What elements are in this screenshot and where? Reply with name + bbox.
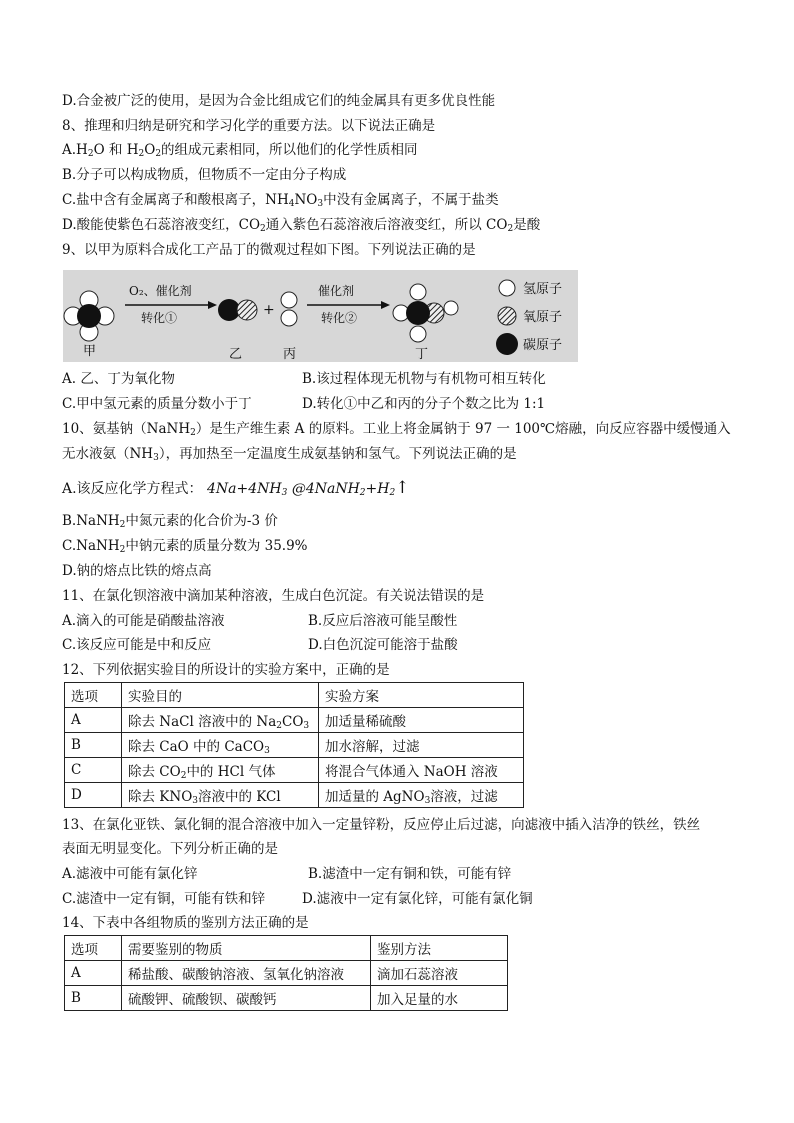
legend-carbon: 碳原子 bbox=[523, 338, 563, 353]
q10-option-a: A.该反应化学方程式： $4Na+4NH_3$ $@4NaNH_2+H_2↑$ bbox=[62, 478, 410, 498]
molecule-ding bbox=[393, 284, 458, 342]
label-yi: 乙 bbox=[229, 347, 243, 362]
step2-label: 转化② bbox=[321, 311, 358, 325]
reaction-diagram bbox=[63, 270, 578, 362]
q13-option-a: A.滤液中可能有氯化锌 bbox=[62, 866, 198, 882]
q10-stem-2: 无水液氨$(NH_3)$，再加热至一定温度生成氨基钠和氢气。下列说法正确的是 bbox=[62, 446, 517, 463]
q8-option-c: C.盐中含有金属离子和酸根离子，$NH_4NO_3$中没有金属离子，不属于盐类 bbox=[62, 192, 499, 209]
q9-option-c: C.甲中氢元素的质量分数小于丁 bbox=[62, 396, 252, 412]
legend-carbon-icon bbox=[496, 333, 518, 355]
q10-option-d: D.钠的熔点比铁的熔点高 bbox=[62, 563, 212, 579]
molecule-jia bbox=[64, 291, 114, 341]
q8-option-a: $A.H_2O$ 和 $H_2O_2$的组成元素相同，所以他们的化学性质相同 bbox=[62, 142, 418, 159]
q9-option-a: A. 乙、丁为氧化物 bbox=[62, 371, 175, 387]
q13-stem-2: 表面无明显变化。下列分析正确的是 bbox=[62, 841, 278, 857]
q9-option-b: B.该过程体现无机物与有机物可相互转化 bbox=[302, 371, 546, 387]
step1-label: 转化① bbox=[141, 311, 178, 325]
q11-option-b: B.反应后溶液可能呈酸性 bbox=[308, 613, 458, 629]
q13-option-c: C.滤渣中一定有铜，可能有铁和锌 bbox=[62, 891, 266, 907]
q10-option-b: B.NaNH$_2$中氮元素的化合价为-3 价 bbox=[62, 513, 278, 530]
q12-stem: 12、下列依据实验目的所设计的实验方案中，正确的是 bbox=[62, 662, 390, 678]
legend-hydrogen: 氢原子 bbox=[523, 282, 563, 297]
step2-condition: 催化剂 bbox=[318, 284, 355, 298]
table-row: B 硫酸钾、硫酸钡、碳酸钙 加入足量的水 bbox=[65, 986, 508, 1011]
q11-option-a: A.滴入的可能是硝酸盐溶液 bbox=[62, 613, 225, 629]
q7-option-d: D.合金被广泛的使用，是因为合金比组成它们的纯金属具有更多优良性能 bbox=[62, 93, 496, 109]
q12-table bbox=[64, 682, 524, 808]
legend-oxygen-icon bbox=[498, 307, 516, 325]
table-row: A 稀盐酸、碳酸钠溶液、氢氧化钠溶液 滴加石蕊溶液 bbox=[65, 961, 508, 986]
table-row: A 除去 NaCl 溶液中的 $Na_2CO_3$ 加适量稀硫酸 bbox=[65, 708, 524, 733]
label-jia: 甲 bbox=[83, 344, 97, 359]
q8-option-b: B.分子可以构成物质，但物质不一定由分子构成 bbox=[62, 167, 347, 183]
table-row: B 除去 CaO 中的 CaCO$_3$ 加水溶解，过滤 bbox=[65, 733, 524, 758]
q14-table bbox=[64, 935, 508, 1011]
legend-oxygen: 氧原子 bbox=[523, 310, 563, 325]
q9-stem: 9、以甲为原料合成化工产品丁的微观过程如下图。下列说法正确的是 bbox=[62, 242, 476, 258]
label-ding: 丁 bbox=[415, 347, 429, 362]
table-header: 选项 实验目的 实验方案 bbox=[65, 683, 524, 708]
q10-option-c: C.NaNH$_2$中钠元素的质量分数为 35.9% bbox=[62, 538, 308, 555]
q8-stem: 8、推理和归纳是研究和学习化学的重要方法。以下说法正确是 bbox=[62, 118, 436, 134]
molecule-yi bbox=[218, 299, 257, 321]
q10-stem-1: 10、氨基钠（NaNH$_2$）是生产维生素 A 的原料。工业上将金属钠于 97 一 100℃熔融，向反应容器中缓慢通入 bbox=[62, 421, 731, 438]
molecule-bing bbox=[281, 292, 297, 326]
q14-stem: 14、下表中各组物质的鉴别方法正确的是 bbox=[62, 915, 309, 931]
label-bing: 丙 bbox=[283, 347, 297, 362]
q9-option-d: D.转化①中乙和丙的分子个数之比为 1:1 bbox=[302, 396, 546, 412]
q11-option-d: D.白色沉淀可能溶于盐酸 bbox=[308, 637, 458, 653]
table-row: C 除去 $CO_2$中的 HCl 气体 将混合气体通入 NaOH 溶液 bbox=[65, 758, 524, 783]
plus-sign: + bbox=[263, 302, 275, 318]
q13-option-d: D.滤液中一定有氯化锌，可能有氯化铜 bbox=[302, 891, 533, 907]
table-row: D 除去 $KNO_3$溶液中的 KCl 加适量的 AgNO$_3$溶液，过滤 bbox=[65, 783, 524, 808]
table-header: 选项 需要鉴别的物质 鉴别方法 bbox=[65, 936, 508, 961]
q13-option-b: B.滤渣中一定有铜和铁，可能有锌 bbox=[308, 866, 512, 882]
legend-hydrogen-icon bbox=[499, 280, 515, 296]
step1-condition: O₂、催化剂 bbox=[129, 284, 192, 298]
q8-option-d: D.酸能使紫色石蕊溶液变红，$CO_2$通入紫色石蕊溶液后溶液变红，所以 $CO_2$是酸 bbox=[62, 217, 541, 234]
q11-option-c: C.该反应可能是中和反应 bbox=[62, 637, 212, 653]
q13-stem-1: 13、在氯化亚铁、氯化铜的混合溶液中加入一定量锌粉，反应停止后过滤，向滤液中插入洁净的铁丝，铁丝 bbox=[62, 817, 701, 833]
q11-stem: 11、在氯化钡溶液中滴加某种溶液，生成白色沉淀。有关说法错误的是 bbox=[62, 588, 485, 604]
